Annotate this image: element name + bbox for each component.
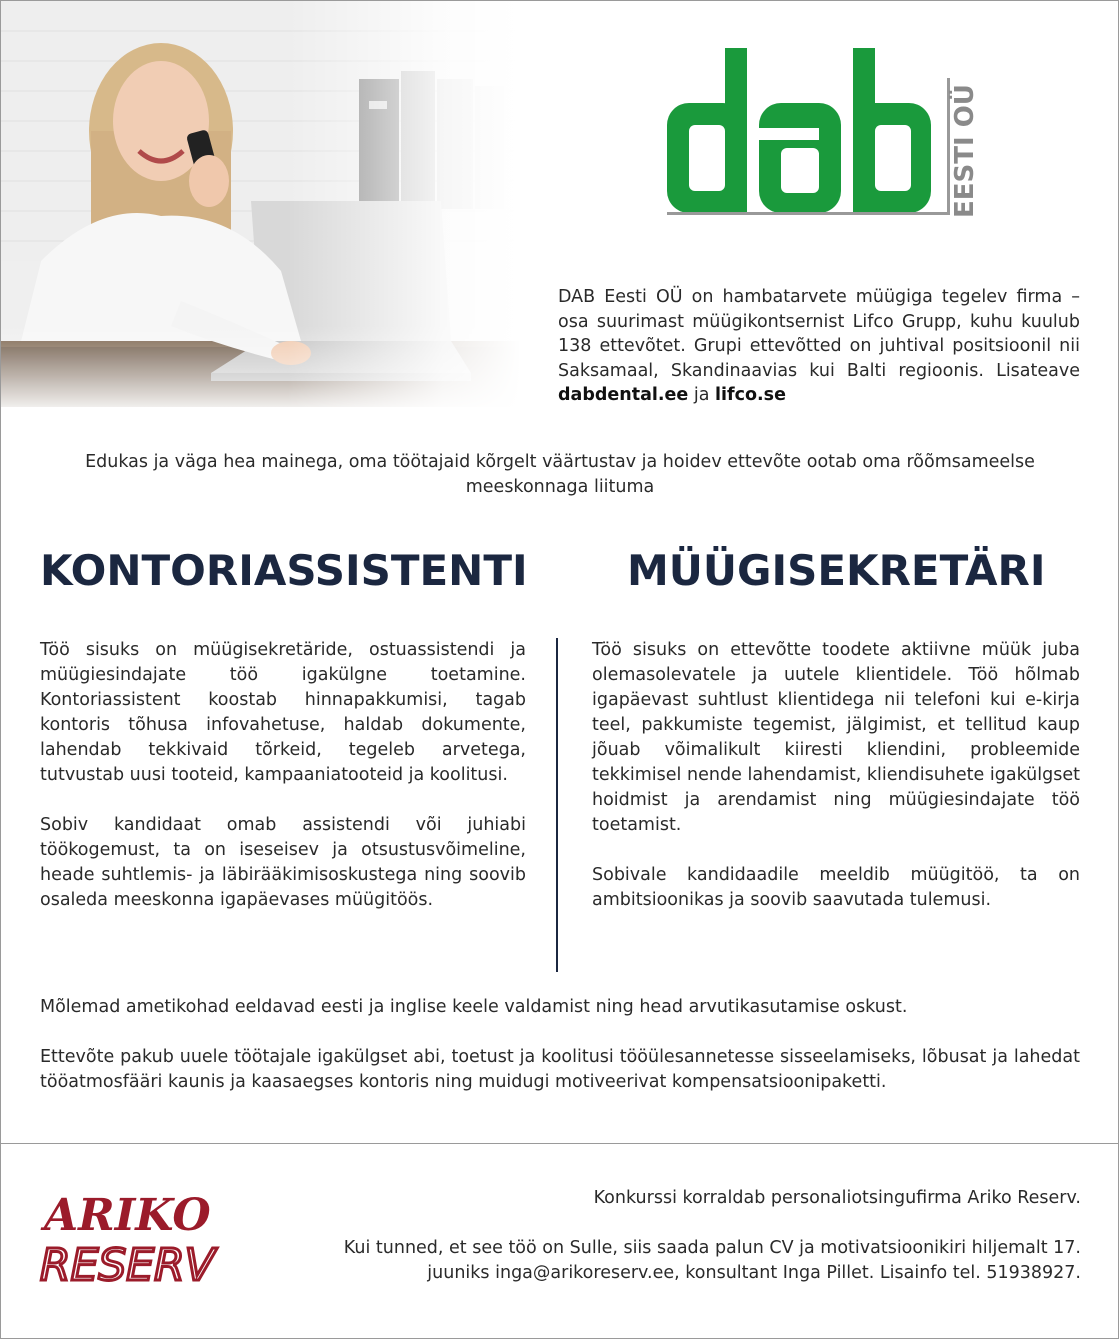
job-title-kontoriassistent: KONTORIASSISTENTI [40,546,528,595]
footer-separator [0,1143,1119,1144]
left-candidate-profile: Sobiv kandidaat omab assistendi või juhiabi töökogemust, ta on iseseisev ja otsustusvõimeline, heade suhtlemis- ja läbirääkimisoskustega ning soovib osaleda meeskonna igapäevases müügitöös. [40,815,526,910]
tagline: Edukas ja väga hea mainega, oma töötajaid kõrgelt väärtustav ja hoidev ettevõte ootab oma rõõmsameelse meeskonnaga liituma [85,452,1035,497]
apply-instructions: Kui tunned, et see töö on Sulle, siis saada palun CV ja motivatsioonikiri hiljemalt 17. juuniks inga@arikoreserv.ee, konsultant Inga Pillet. Lisainfo tel. 51938927. [343,1238,1081,1283]
left-job-description: Töö sisuks on müügisekretäride, ostuassistendi ja müügiesindajate töö igakülgne toetamine. Kontoriassistent koostab hinnapakkumisi, tagab kontoris tõhusa infovahetuse, haldab dokumente, lahendab tekkivaid tõrkeid, tegeleb arvetega, tutvustab uusi tooteid, kampaaniatooteid ja koolitusi. [40,640,526,785]
ariko-reserv-logo [36,1178,256,1298]
dab-eesti-logo [667,48,987,228]
office-woman-photo [1,1,521,407]
photo-fade-overlay [1,1,521,407]
link-dabdental[interactable]: dabdental.ee [558,385,689,405]
right-column [592,638,1080,938]
column-divider [556,638,558,972]
job-title-myygisekretar: MÜÜGISEKRETÄRI [627,546,1046,595]
right-candidate-profile: Sobivale kandidaadile meeldib müügitöö, ta on ambitsioonikas ja soovib saavutada tulemusi. [592,865,1080,910]
ariko-logo-line1: ARIKO [44,1190,211,1241]
right-job-description: Töö sisuks on ettevõtte toodete aktiivne müük juba olemasolevatele ja uutele klientidele. Töö hõlmab igapäevast suhtlust klientidega nii telefoni kui e-kirja teel, pakkumiste tegemist, jälgimist, et tellitud kaup jõuab võimalikult kiiresti kliendini, probleemide tekkimisel nende lahendamist, kliendisuhete igakülgset hoidmist ja arendamist ning müügiesindajate töö toetamist. [592,640,1080,835]
link-lifco[interactable]: lifco.se [715,385,786,405]
intro-separator: ja [688,385,715,405]
ariko-logo-line2: RESERV [40,1240,215,1291]
company-intro-text: DAB Eesti OÜ on hambatarvete müügiga tegelev firma – osa suurimast müügikontsernist Lifco Grupp, kuhu kuulub 138 ettevõtet. Grupi ettevõtted on juhtival positsioonil nii Saksamaal, Skandinaavias kui Balti regioonis. Lisateave [558,287,1080,381]
organizer-text: Konkurssi korraldab personaliotsingufirma Ariko Reserv. [593,1188,1081,1208]
requirements-text: Mõlemad ametikohad eeldavad eesti ja inglise keele valdamist ning head arvutikasutamise oskust. [40,997,908,1017]
company-intro [558,285,1080,408]
offer-text: Ettevõte pakub uuele töötajale igakülgset abi, toetust ja koolitusi tööülesannetesse sisseelamiseks, lõbusat ja lahedat tööatmosfääri kaunis ja kaasaegses kontoris ning muidugi motiveerivat kompensatsioonipaketti. [40,1047,1080,1092]
left-column [40,638,526,938]
dab-logo-subtitle: EESTI OÜ [950,84,980,218]
